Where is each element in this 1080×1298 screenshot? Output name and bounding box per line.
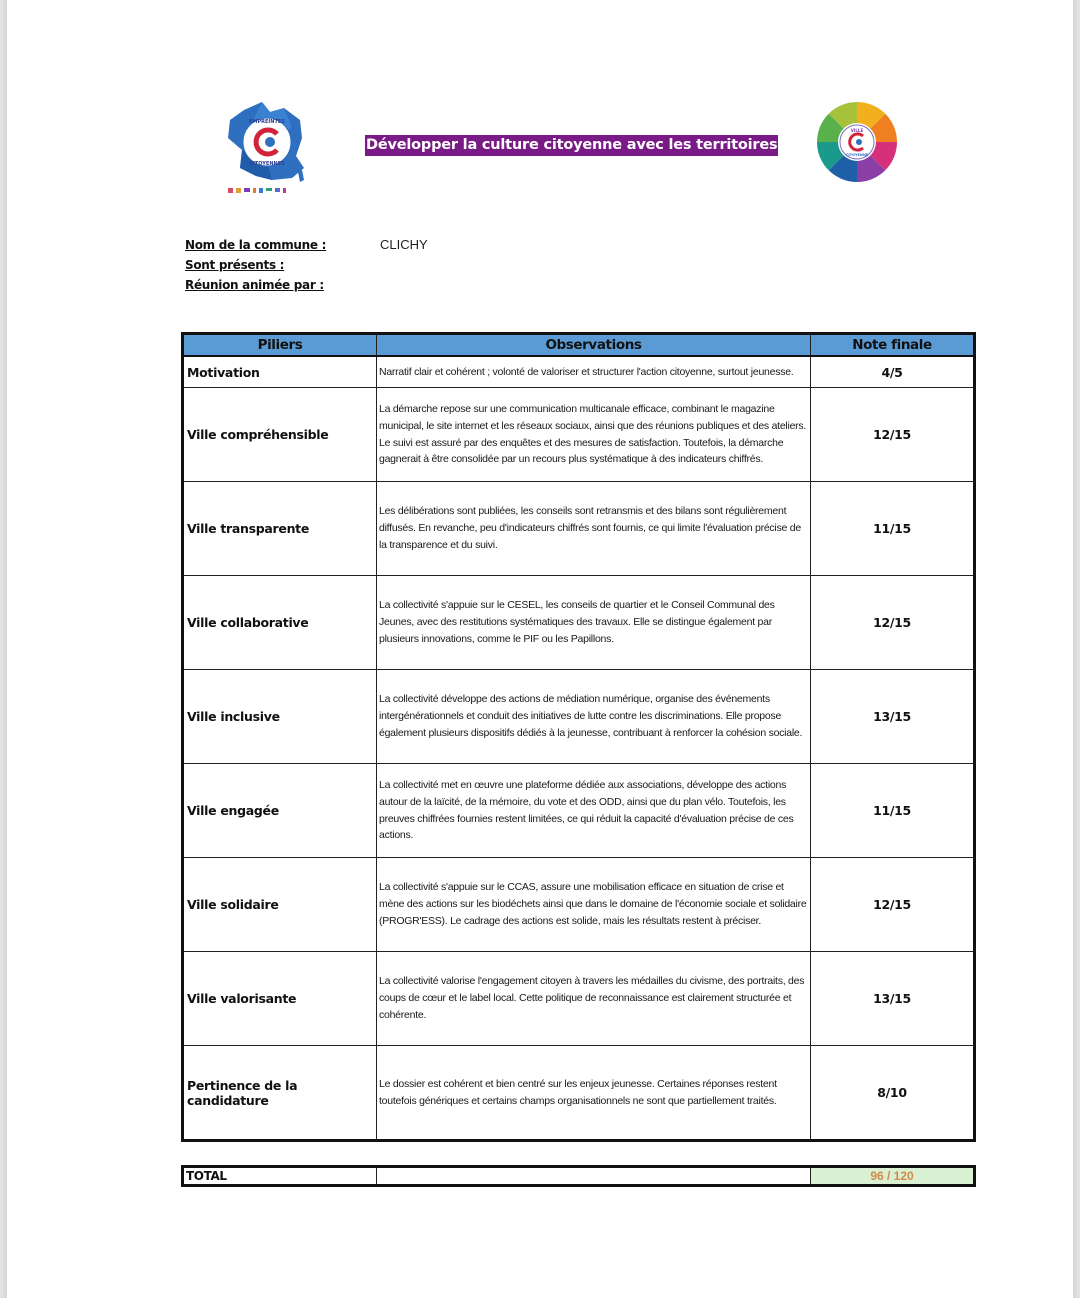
note-cell: 12/15 xyxy=(811,576,975,670)
pilier-cell: Ville transparente xyxy=(183,482,377,576)
note-cell: 12/15 xyxy=(811,388,975,482)
svg-text:EMPREINTES: EMPREINTES xyxy=(249,119,285,125)
total-label: TOTAL xyxy=(183,1167,377,1186)
pilier-cell: Pertinence de la candidature xyxy=(183,1046,377,1141)
observation-cell: La collectivité développe des actions de médiation numérique, organise des événements intergénérationnels et conduit des initiatives de lutte contre les discriminations. Elle propose également plusieurs dispositifs dédiés à la jeunesse, contribuant à renforcer la cohésion sociale. xyxy=(377,670,811,764)
header-observations: Observations xyxy=(377,334,811,357)
france-map-icon xyxy=(222,98,312,198)
page-edge-left xyxy=(0,0,7,1298)
presents-label: Sont présents : xyxy=(185,258,285,272)
animee-label: Réunion animée par : xyxy=(185,278,324,292)
pilier-cell: Ville collaborative xyxy=(183,576,377,670)
page-title: Développer la culture citoyenne avec les territoires xyxy=(365,135,778,156)
note-cell: 13/15 xyxy=(811,670,975,764)
svg-text:CITOYENNES: CITOYENNES xyxy=(249,161,285,167)
note-cell: 11/15 xyxy=(811,482,975,576)
table-row xyxy=(183,1046,975,1141)
table-row xyxy=(183,858,975,952)
note-cell: 4/5 xyxy=(811,356,975,388)
table-row xyxy=(183,670,975,764)
observation-cell: Les délibérations sont publiées, les conseils sont retransmis et des bilans sont régulièrement diffusés. En revanche, peu d'indicateurs chiffrés sont fournis, ce qui limite l'évaluation précise de la transparence et du suivi. xyxy=(377,482,811,576)
observation-cell: La collectivité s'appuie sur le CESEL, les conseils de quartier et le Conseil Communal des Jeunes, avec des restitutions systématiques des travaux. Elle se distingue également par plusieurs innovations, comme le PIF ou les Papillons. xyxy=(377,576,811,670)
empreintes-citoyennes-logo xyxy=(222,98,312,198)
meeting-info xyxy=(185,235,428,295)
pilier-cell: Ville engagée xyxy=(183,764,377,858)
observation-cell: La collectivité met en œuvre une plateforme dédiée aux associations, développe des actions autour de la laïcité, de la mémoire, du vote et des ODD, ainsi que du plan vélo. Toutefois, les preuves chiffrées fournies restent limitées, ce qui réduit la capacité d'évaluation précise de ces actions. xyxy=(377,764,811,858)
table-row xyxy=(183,356,975,388)
animee-row xyxy=(185,275,428,295)
commune-row xyxy=(185,235,428,255)
pilier-cell: Ville valorisante xyxy=(183,952,377,1046)
total-table xyxy=(181,1165,976,1187)
total-observation xyxy=(377,1167,811,1186)
table-header-row xyxy=(183,334,975,357)
observation-cell: La collectivité valorise l'engagement citoyen à travers les médailles du civisme, des portraits, des coups de cœur et le label local. Cette politique de reconnaissance est clairement structurée et cohérente. xyxy=(377,952,811,1046)
svg-text:VILLE: VILLE xyxy=(850,128,864,133)
table-row xyxy=(183,482,975,576)
commune-label: Nom de la commune : xyxy=(185,238,327,252)
page-edge-right xyxy=(1073,0,1080,1298)
pilier-cell: Ville solidaire xyxy=(183,858,377,952)
svg-text:CITOYENNE: CITOYENNE xyxy=(845,153,869,157)
presents-row xyxy=(185,255,428,275)
table-row xyxy=(183,764,975,858)
overseas-territories-icons xyxy=(228,188,286,193)
observation-cell: La collectivité s'appuie sur le CCAS, assure une mobilisation efficace en situation de crise et mène des actions sur les biodéchets ainsi que dans le domaine de l'économie sociale et solidaire (PROGR'ESS). Le cadrage des actions est solide, mais les résultats restent à préciser. xyxy=(377,858,811,952)
table-row xyxy=(183,388,975,482)
observation-cell: La démarche repose sur une communication multicanale efficace, combinant le magazine municipal, le site internet et les réseaux sociaux, ainsi que des réunions publiques et des ateliers. Le suivi est assuré par des enquêtes et des mesures de satisfaction. Toutefois, la démarche gagnerait à être consolidée par un recours plus systématique à des indicateurs chiffrés. xyxy=(377,388,811,482)
table-row xyxy=(183,576,975,670)
note-cell: 8/10 xyxy=(811,1046,975,1141)
header-piliers: Piliers xyxy=(183,334,377,357)
ville-citoyenne-wheel-icon xyxy=(812,97,902,187)
total-value: 96 / 120 xyxy=(811,1167,975,1186)
evaluation-table xyxy=(181,332,976,1142)
total-row xyxy=(183,1167,975,1186)
header-note-finale: Note finale xyxy=(811,334,975,357)
pilier-cell: Motivation xyxy=(183,356,377,388)
pilier-cell: Ville compréhensible xyxy=(183,388,377,482)
note-cell: 13/15 xyxy=(811,952,975,1046)
observation-cell: Le dossier est cohérent et bien centré sur les enjeux jeunesse. Certaines réponses restent toutefois génériques et certains champs organisationnels ne sont que partiellement traités. xyxy=(377,1046,811,1141)
ville-citoyenne-logo xyxy=(812,97,902,187)
observation-cell: Narratif clair et cohérent ; volonté de valoriser et structurer l'action citoyenne, surtout jeunesse. xyxy=(377,356,811,388)
table-row xyxy=(183,952,975,1046)
commune-value: CLICHY xyxy=(380,237,428,252)
pilier-cell: Ville inclusive xyxy=(183,670,377,764)
note-cell: 12/15 xyxy=(811,858,975,952)
note-cell: 11/15 xyxy=(811,764,975,858)
